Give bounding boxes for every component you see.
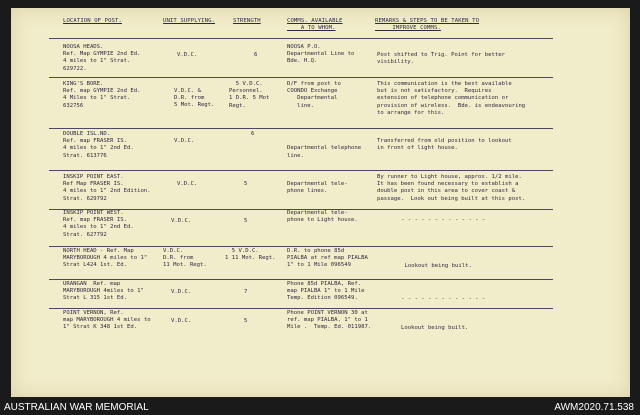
row-divider [49,279,553,280]
row-unit: V.D.C. [171,318,192,324]
footer-accession-number: AWM2020.71.538 [554,402,634,413]
row-location: NOOSA HEADS. Ref. Map GYMPIE 2nd Ed. 4 miles to 1" Strat. 629722. [63,44,141,72]
row-divider [49,170,553,171]
row-comms: Phone POINT VERNON 30 at ref. map PIALBA. 1" to 1 Mile . Temp. Ed. 011987. [287,310,372,331]
row-comms: NOOSA P.O. Departmental Line to Bde. H.Q. [287,44,355,65]
row-location: KING'S BORE. Ref. map GYMPIE 2nd Ed. 4 Miles to 1" Strat. 632756 [63,81,141,109]
row-remarks: Post shifted to Trig. Point for better visibility. [377,52,505,66]
row-divider [49,38,553,39]
row-comms: D.R. to phone 85d PIALBA at ref map PIALBA 1" to 1 Mile 096549 [287,248,368,269]
row-unit: V.D.C. & D.R. from 5 Mot. Regt. [174,88,215,109]
row-comms: Phone 85d PIALBA, Ref. map PIALBA 1" to 1 Mile Temp. Edition 096549. [287,281,365,302]
row-strength: 5 V.D.C. 1 11 Mot. Regt. [225,248,276,262]
footer-credit: AUSTRALIAN WAR MEMORIAL [4,402,149,413]
row-unit: V.D.C. [177,52,198,58]
row-location: NORTH HEAD - Ref. Map MARYBOROUGH 4 miles to 1" Strat L424 1st. Ed. [63,248,148,269]
row-unit: V.D.C. [171,218,192,224]
row-comms: Departmental tele- phone lines. [287,181,348,195]
row-location: DOUBLE ISL.ND. Ref. map FRASER IS. 4 miles to 1" 2nd Ed. Strat. 613776 [63,131,134,159]
row-location: URANGAN Ref. map MARYBOROUGH 4miles to 1" Strat L 315 1st Ed. [63,281,144,302]
row-location: INSKIP POINT EAST. Ref Map FRASER IS. 4 miles to 1" 2nd Edition. Strat. 629792 [63,174,151,202]
row-comms: Departmental tele- phone to Light house. [287,210,358,224]
row-remarks: - - - - - - - - - - - - - [401,296,486,303]
header-location: LOCATION OF POST. [63,18,122,24]
row-strength: 6 [254,52,258,58]
row-divider [49,77,553,78]
row-unit: V.D.C. [171,289,192,295]
row-remarks: Lookout being built. [401,325,469,332]
row-strength: 5 [244,181,248,187]
row-strength: 5 [244,318,248,324]
footer-bar [0,400,640,415]
document-page [11,8,630,397]
row-divider [49,308,553,309]
row-divider [49,246,553,247]
header-unit: UNIT SUPPLYING. [163,18,216,24]
row-strength: 6 [251,131,255,137]
row-remarks: Lookout being built. [404,263,472,270]
row-location: POINT VERNON, Ref. map MARYBOROUGH 4 miles to 1" Strat K 348 1st Ed. [63,310,151,331]
header-strength: STRENGTH [233,18,261,24]
header-remarks: REMARKS & STEPS TO BE TAKEN TO IMPROVE COMMS. [375,18,480,31]
row-unit: V.D.C. [177,181,198,187]
row-comms: Departmental telephone line. [287,145,362,159]
row-remarks: Transferred from old position to lookout in front of light house. [377,138,512,152]
row-unit: V.D.C. D.R. from 11 Mot. Regt. [163,248,207,269]
row-strength: 5 V.D.C. Personnel. 1 D.R. 5 Mot Regt. [229,81,270,109]
row-comms: D/F from post to COONDO Exchange Departmental line. [287,81,341,109]
row-remarks: By runner to Light house, approx. 1/2 mile. It has been found necessary to establish a double post in this area to cover coast & passage. Look out being built at this post. [377,174,526,202]
row-divider [49,128,553,129]
row-location: INSKIP POINT WEST. Ref. map FRASER IS. 4 miles to 1" 2nd Ed. Strat. 627792 [63,210,134,238]
row-unit: V.D.C. [174,138,195,144]
header-comms: COMMS. AVAILABLE A TO WHOM. [287,18,343,31]
row-strength: 7 [244,289,248,295]
row-remarks: - - - - - - - - - - - - - [401,217,486,224]
row-remarks: This communication is the best available but is not satisfactory. Requires extension of telephone communication or provision of wireless. Bde. is endeavouring to arrange for this. [377,81,526,116]
row-strength: 5 [244,218,248,224]
